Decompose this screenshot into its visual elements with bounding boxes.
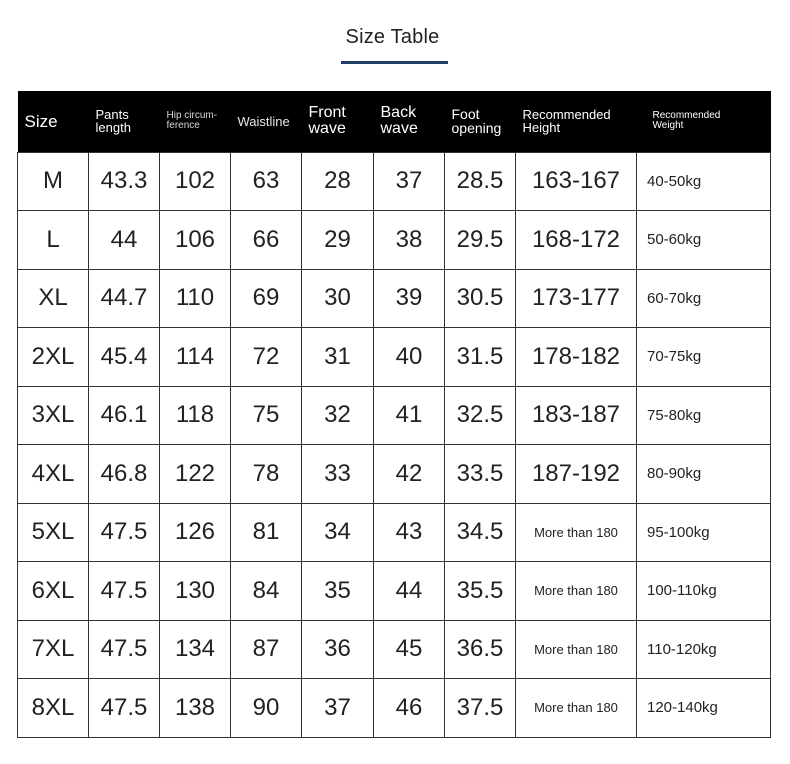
table-row xyxy=(18,445,771,504)
cell-size: 8XL xyxy=(18,679,89,738)
cell-back-wave: 37 xyxy=(374,152,445,211)
cell-size: M xyxy=(18,152,89,211)
cell-pants-length: 47.5 xyxy=(89,562,160,621)
cell-front-wave: 30 xyxy=(302,269,374,328)
table-row xyxy=(18,152,771,211)
header-recommended-weight: Recommended Weight xyxy=(637,91,771,152)
cell-weight: 110-120kg xyxy=(637,620,771,679)
cell-foot-opening: 30.5 xyxy=(445,269,516,328)
cell-hip: 110 xyxy=(160,269,231,328)
cell-weight: 120-140kg xyxy=(637,679,771,738)
cell-size: 5XL xyxy=(18,503,89,562)
cell-size: 4XL xyxy=(18,445,89,504)
cell-height: 187-192 xyxy=(516,445,637,504)
cell-foot-opening: 34.5 xyxy=(445,503,516,562)
cell-back-wave: 38 xyxy=(374,211,445,270)
table-row xyxy=(18,269,771,328)
cell-front-wave: 36 xyxy=(302,620,374,679)
header-recommended-height: Recommended Height xyxy=(516,91,637,152)
cell-waistline: 69 xyxy=(231,269,302,328)
cell-hip: 130 xyxy=(160,562,231,621)
cell-size: 6XL xyxy=(18,562,89,621)
cell-waistline: 81 xyxy=(231,503,302,562)
cell-front-wave: 34 xyxy=(302,503,374,562)
header-row xyxy=(18,91,771,152)
cell-weight: 80-90kg xyxy=(637,445,771,504)
cell-back-wave: 44 xyxy=(374,562,445,621)
cell-hip: 118 xyxy=(160,386,231,445)
cell-weight: 100-110kg xyxy=(637,562,771,621)
cell-front-wave: 35 xyxy=(302,562,374,621)
header-front-wave: Front wave xyxy=(302,91,374,152)
cell-pants-length: 44.7 xyxy=(89,269,160,328)
cell-waistline: 84 xyxy=(231,562,302,621)
cell-pants-length: 46.1 xyxy=(89,386,160,445)
cell-size: 7XL xyxy=(18,620,89,679)
cell-pants-length: 44 xyxy=(89,211,160,270)
cell-pants-length: 47.5 xyxy=(89,503,160,562)
cell-weight: 60-70kg xyxy=(637,269,771,328)
cell-hip: 134 xyxy=(160,620,231,679)
cell-pants-length: 47.5 xyxy=(89,679,160,738)
cell-weight: 70-75kg xyxy=(637,328,771,387)
cell-height: More than 180 xyxy=(516,679,637,738)
cell-weight: 75-80kg xyxy=(637,386,771,445)
table-row xyxy=(18,386,771,445)
cell-front-wave: 31 xyxy=(302,328,374,387)
header-size: Size xyxy=(18,91,89,152)
cell-front-wave: 32 xyxy=(302,386,374,445)
table-row xyxy=(18,211,771,270)
cell-hip: 138 xyxy=(160,679,231,738)
header-pants-length: Pants length xyxy=(89,91,160,152)
cell-height: 173-177 xyxy=(516,269,637,328)
header-foot-opening: Foot opening xyxy=(445,91,516,152)
cell-front-wave: 28 xyxy=(302,152,374,211)
cell-height: More than 180 xyxy=(516,620,637,679)
table-row xyxy=(18,503,771,562)
cell-hip: 126 xyxy=(160,503,231,562)
cell-foot-opening: 33.5 xyxy=(445,445,516,504)
cell-weight: 50-60kg xyxy=(637,211,771,270)
cell-height: 168-172 xyxy=(516,211,637,270)
cell-hip: 122 xyxy=(160,445,231,504)
cell-waistline: 87 xyxy=(231,620,302,679)
cell-foot-opening: 28.5 xyxy=(445,152,516,211)
cell-waistline: 78 xyxy=(231,445,302,504)
cell-waistline: 66 xyxy=(231,211,302,270)
cell-foot-opening: 29.5 xyxy=(445,211,516,270)
title-underline xyxy=(341,61,448,64)
cell-height: 163-167 xyxy=(516,152,637,211)
cell-pants-length: 43.3 xyxy=(89,152,160,211)
cell-waistline: 63 xyxy=(231,152,302,211)
cell-back-wave: 39 xyxy=(374,269,445,328)
table-row xyxy=(18,620,771,679)
table-row xyxy=(18,679,771,738)
cell-foot-opening: 37.5 xyxy=(445,679,516,738)
cell-foot-opening: 36.5 xyxy=(445,620,516,679)
cell-foot-opening: 35.5 xyxy=(445,562,516,621)
cell-height: More than 180 xyxy=(516,503,637,562)
cell-front-wave: 29 xyxy=(302,211,374,270)
header-back-wave: Back wave xyxy=(374,91,445,152)
cell-weight: 95-100kg xyxy=(637,503,771,562)
table-row xyxy=(18,328,771,387)
cell-height: 183-187 xyxy=(516,386,637,445)
header-hip-circumference: Hip circum- ference xyxy=(160,91,231,152)
cell-size: 2XL xyxy=(18,328,89,387)
size-table xyxy=(17,91,771,738)
cell-waistline: 75 xyxy=(231,386,302,445)
cell-pants-length: 46.8 xyxy=(89,445,160,504)
cell-size: XL xyxy=(18,269,89,328)
cell-height: 178-182 xyxy=(516,328,637,387)
cell-back-wave: 46 xyxy=(374,679,445,738)
cell-pants-length: 47.5 xyxy=(89,620,160,679)
cell-size: 3XL xyxy=(18,386,89,445)
header-waistline: Waistline xyxy=(231,91,302,152)
cell-size: L xyxy=(18,211,89,270)
cell-waistline: 72 xyxy=(231,328,302,387)
cell-front-wave: 37 xyxy=(302,679,374,738)
cell-hip: 106 xyxy=(160,211,231,270)
cell-weight: 40-50kg xyxy=(637,152,771,211)
page-title: Size Table xyxy=(345,26,440,48)
cell-hip: 102 xyxy=(160,152,231,211)
cell-foot-opening: 32.5 xyxy=(445,386,516,445)
cell-back-wave: 42 xyxy=(374,445,445,504)
cell-foot-opening: 31.5 xyxy=(445,328,516,387)
cell-front-wave: 33 xyxy=(302,445,374,504)
cell-pants-length: 45.4 xyxy=(89,328,160,387)
cell-waistline: 90 xyxy=(231,679,302,738)
cell-hip: 114 xyxy=(160,328,231,387)
cell-back-wave: 40 xyxy=(374,328,445,387)
cell-back-wave: 43 xyxy=(374,503,445,562)
cell-back-wave: 45 xyxy=(374,620,445,679)
cell-height: More than 180 xyxy=(516,562,637,621)
cell-back-wave: 41 xyxy=(374,386,445,445)
table-row xyxy=(18,562,771,621)
